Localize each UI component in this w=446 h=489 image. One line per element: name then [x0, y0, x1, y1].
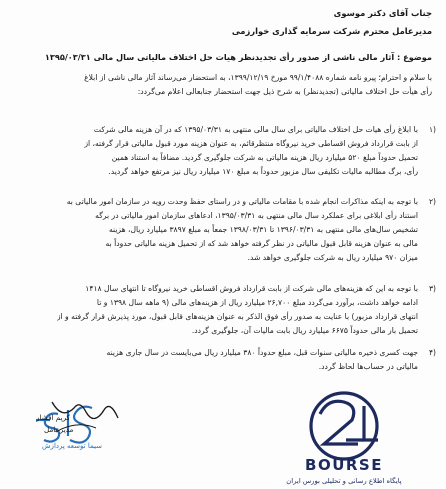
item-line: مالی به عنوان هزینه قابل قبول مالیاتی در نظر گرفته خواهد شد که از تحمیل هزینه مالیاتی حدوداً به [105, 239, 418, 248]
intro-line: با سلام و احترام؛ پیرو نامه شماره ۹۹/۱/۴۰۸۸ مورخ ۱۳۹۹/۱۲/۱۹، به استحضار می‌رساند آثار مالی ناشی از ابلاغ [84, 73, 432, 82]
intro-line: رأی هیأت حل اختلاف مالیاتی (تجدیدنظر) به شرح ذیل جهت استحضار جنابعالی اعلام می‌گردد: [137, 87, 432, 96]
recipient-name: جناب آقای دکتر موسوی [333, 8, 432, 18]
recipient-title: مدیرعامل محترم شرکت سرمایه گذاری خوارزمی [231, 26, 432, 36]
item-line: تحمیل حدوداً مبلغ ۵۲۰ میلیارد ریال هزینه مالیاتی به شرکت جلوگیری گردید. مضافاً به استناد همین [111, 153, 418, 162]
item-number: ۱) [428, 125, 436, 134]
bourse-logo [212, 386, 432, 486]
signer-name: کریم افشار [36, 413, 70, 422]
item-line: تشخیص سال‌های مالی منتهی به ۱۳۹۶/۰۳/۳۱ تا ۱۳۹۸/۰۳/۳۱ جمعاً به مبلغ ۳۸۹۷ میلیارد ریال، هزینه [108, 225, 418, 234]
item-line: استناد رأی ابلاغی برای عملکرد سال مالی منتهی به ۱۳۹۵/۰۳/۳۱، ادعاهای سازمان امور مالیاتی در برگه [95, 211, 418, 220]
item-line: از بابت قرارداد فروش اقساطی خرید نیروگاه منتظرقائم، به عنوان هزینه مورد قبول مالیاتی قرار گرفته، از [84, 139, 418, 148]
signer-title: مدیرعامل [44, 425, 74, 434]
item-number: ۳) [428, 284, 436, 293]
logo-text: BOURSE [305, 456, 383, 474]
item-line: با ابلاغ رأی هیات حل اختلاف مالیاتی برای سال مالی منتهی به ۱۳۹۵/۰۳/۳۱ که در آن هزینه مالی شرکت [93, 125, 418, 134]
item-line: جهت کسری ذخیره مالیاتی سنوات قبل، مبلغ حدوداً ۳۸۰ میلیارد ریال می‌بایست در سال جاری هزینه [106, 348, 418, 357]
item-number: ۴) [428, 348, 436, 357]
item-line: ادامه خواهد داشت، برآورد می‌گردد مبلغ ۲۶,۷۰۰ میلیارد ریال از هزینه‌های مالی (۹ ماهه سال ۱۳۹۸ و تا [96, 298, 418, 307]
logo-caption: پایگاه اطلاع رسانی و تحلیلی بورس ایران [286, 477, 402, 485]
item-line: رأی، برگ مطالبه مالیات تکلیفی سال مزبور حدوداً به مبلغ ۱۷۰ میلیارد ریال نیز مرتفع خواهد گردید. [108, 167, 418, 176]
stamp-text: سیما توسعه پردازش [42, 442, 102, 450]
item-line: مالیاتی در حساب‌ها لحاظ گردد. [318, 362, 418, 371]
item-line: با توجه به این که هزینه‌های مالی شرکت از بابت قرارداد فروش اقساطی خرید نیروگاه تا انتهای سال ۱۴۱۸ [85, 284, 418, 293]
letter-subject: موضوع : آثار مالی ناشی از صدور رأی تجدیدنظر هیات حل اختلاف مالیاتی سال مالی ۱۳۹۵/۰۳/۳۱ [44, 52, 432, 62]
item-line: انتهای قرارداد مزبور) با عنایت به صدور رأی فوق الذکر به عنوان هزینه‌های قابل قبول، مورد پذیرش قرار گرفته و از [56, 312, 418, 321]
item-line: با توجه به اینکه مذاکرات انجام شده با مقامات مالیاتی و در راستای حفظ وحدت رویه در سازمان امور مالیاتی به [66, 197, 418, 206]
item-number: ۲) [428, 197, 436, 206]
item-line: میزان ۹۷۰ میلیارد ریال به شرکت جلوگیری خواهد شد. [247, 253, 418, 262]
item-line: تحمیل بار مالی حدوداً ۶۶۷۵ میلیارد ریال بابت مالیات آن، جلوگیری گردد. [191, 326, 418, 335]
